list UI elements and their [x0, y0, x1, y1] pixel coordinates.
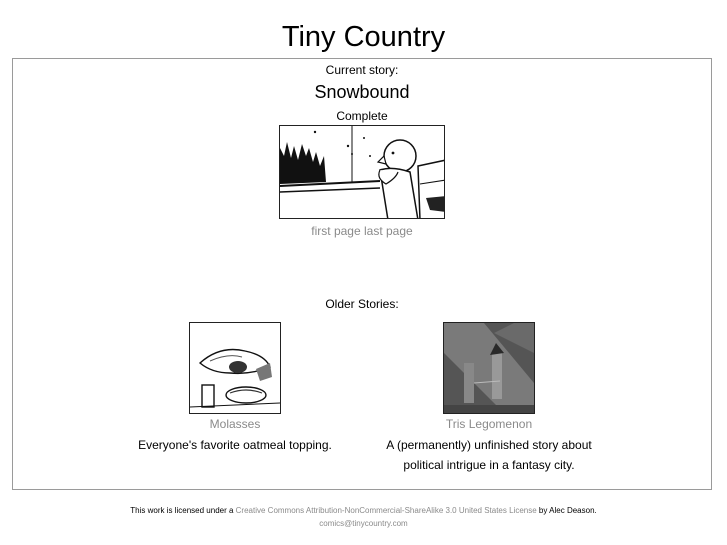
snowbound-comic-image — [280, 126, 445, 219]
molasses-description: Everyone's favorite oatmeal topping. — [138, 438, 332, 452]
tris-legomenon-link[interactable]: Tris Legomenon — [445, 417, 533, 431]
first-page-link[interactable]: first page — [311, 224, 361, 238]
older-story-tris-legomenon — [367, 322, 611, 475]
license-link[interactable]: Creative Commons Attribution-NonCommercial-ShareAlike 3.0 United States License — [235, 506, 537, 515]
current-story-title[interactable]: Snowbound — [314, 82, 410, 102]
molasses-link[interactable]: Molasses — [209, 417, 261, 431]
license-prefix: This work is licensed under a — [130, 506, 234, 515]
tris-legomenon-comic-image — [444, 323, 534, 413]
older-stories-label: Older Stories: — [325, 297, 399, 311]
license-footer — [0, 506, 727, 516]
current-story-label: Current story: — [325, 63, 399, 77]
current-story-nav — [13, 224, 711, 238]
tris-legomenon-description-line-1: A (permanently) unfinished story about — [386, 438, 592, 452]
older-story-molasses — [113, 322, 357, 455]
tris-legomenon-thumbnail[interactable] — [443, 322, 535, 414]
license-author: by Alec Deason. — [538, 506, 597, 515]
tris-legomenon-description-line-2: political intrigue in a fantasy city. — [403, 458, 575, 472]
email-link[interactable]: comics@tinycountry.com — [319, 519, 408, 528]
stories-panel — [12, 58, 712, 490]
molasses-thumbnail[interactable] — [189, 322, 281, 414]
current-story-thumbnail[interactable] — [279, 125, 445, 219]
molasses-comic-image — [190, 323, 280, 413]
last-page-link[interactable]: last page — [364, 224, 413, 238]
current-story-status: Complete — [336, 109, 388, 123]
tris-legomenon-description — [367, 435, 611, 475]
contact-footer — [0, 519, 727, 529]
site-title: Tiny Country — [281, 21, 446, 53]
